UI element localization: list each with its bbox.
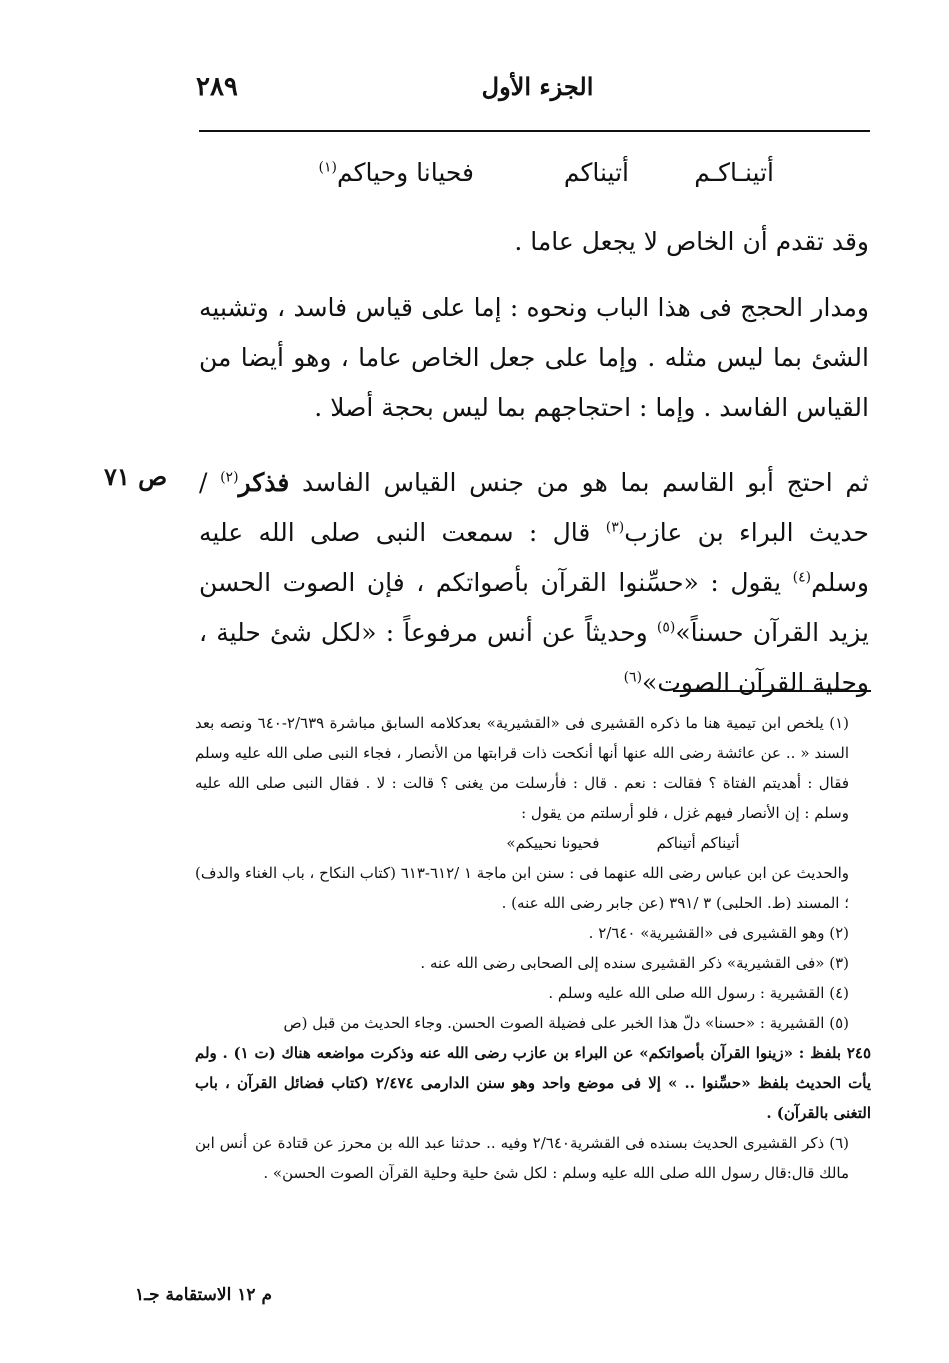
footnote-1b: والحديث عن ابن عباس رضى الله عنهما فى : سنن ابن ماجة ١ /٦١٢-٦١٣ (كتاب النكاح ، باب الغناء والدف) ؛ المسند (ط. الحلبى) ٣ /٣٩١ (عن جابر رضى الله عنه) . [195, 864, 849, 912]
footnote-6: (٦) ذكر القشيرى الحديث بسنده فى القشرية٢/٦٤٠ وفيه .. حدثنا عبد الله بن محرز عن قتادة عن أنس ابن مالك قال:قال رسول الله صلى الله عليه وسلم : لكل شئ حلية وحلية القرآن الصوت الحسن» . [195, 1134, 849, 1182]
footnote-marker-3: (٣) [605, 519, 625, 536]
footnote-5a: (٥) القشيرية : «حسنا» دلّ هذا الخبر على فضيلة الصوت الحسن. وجاء الحديث من قبل (ص [283, 1014, 849, 1032]
footnotes [195, 708, 871, 1188]
footnote-1-verse-2: فحيونا نحييكم» [506, 834, 600, 852]
poetry-verse [214, 158, 774, 200]
footnote-marker-2: (٢) [220, 469, 239, 486]
printer-signature: م ١٢ الاستقامة جـ١ [135, 1285, 272, 1305]
body-line-1: وقد تقدم أن الخاص لا يجعل عاما . [514, 227, 869, 256]
p3-part-1: ثم احتج أبو القاسم بما هو من جنس القياس الفاسد [289, 468, 869, 497]
running-title: الجزء الأول [481, 72, 594, 101]
footnote-1-verse-1: أتيناكم أتيناكم [656, 834, 740, 852]
footnote-5b: ٢٤٥ بلفظ : «زينوا القرآن بأصواتكم» عن البراء بن عازب رضى الله عنه وذكرت مواضعه هناك (ت ١) . ولم يأت الحديث بلفظ «حسِّنوا .. » إلا فى موضع واحد وهو سنن الدارمى ٢/٤٧٤ (كتاب فضائل القرآن ، باب التغنى بالقرآن) . [195, 1044, 872, 1122]
p3-bold-word: فذكر [238, 468, 290, 497]
p3-part-2: /حديث البراء بن عازب [199, 468, 870, 547]
page-number: ٢٨٩ [196, 72, 238, 102]
body-paragraph-2 [199, 283, 869, 433]
footnote-4: (٤) القشيرية : رسول الله صلى الله عليه وسلم . [548, 984, 849, 1002]
footnote-1-verse [195, 828, 871, 858]
footnote-1a: (١) يلخص ابن تيمية هنا ما ذكره القشيرى فى «القشيرية» بعدكلامه السابق مباشرة ٢/٦٣٩-٦٤٠ ونصه بعد السند « .. عن عائشة رضى الله عنها أنها أنكحت ذات قرابتها من الأنصار ، فجاء النبى صلى الله عليه وسلم فقال : أهديتم الفتاة ؟ فقالت : نعم . قال : فأرسلت من يغنى ؟ قالت : لا . فقال النبى صلى الله عليه وسلم : إن الأنصار فيهم غزل ، فلو أرسلتم من يقول : [195, 714, 849, 822]
p3-part-4: يقول : «حسِّنوا القرآن بأصواتكم ، فإن الصوت الحسن يزيد القرآن حسناً» [199, 568, 869, 647]
margin-page-reference: ص ٧١ [104, 462, 168, 491]
footnote-marker-1: (١) [318, 159, 337, 176]
footnote-marker-5: (٥) [656, 619, 676, 636]
paragraph-3-text [199, 458, 869, 708]
header-rule [199, 130, 870, 132]
p3-part-3: قال : سمعت النبى صلى الله عليه وسلم [199, 518, 869, 597]
verse-hemistich-1: أتينـاكـم [694, 158, 774, 187]
body-paragraph-3 [199, 458, 869, 708]
footnote-marker-4: (٤) [792, 569, 812, 586]
verse-hemistich-3 [319, 158, 474, 187]
footnote-2: (٢) وهو القشيرى فى «القشيرية» ٢/٦٤٠ . [588, 924, 849, 942]
page-header [196, 72, 859, 112]
paragraph-2-text: ومدار الحجج فى هذا الباب ونحوه : إما على قياس فاسد ، وتشبيه الشئ بما ليس مثله . وإما على جعل الخاص عاما ، وهو أيضا من القياس الفاسد . وإما : احتجاجهم بما ليس بحجة أصلا . [199, 293, 869, 422]
footnote-3: (٣) «فى القشيرية» ذكر القشيرى سنده إلى الصحابى رضى الله عنه . [420, 954, 849, 972]
p3-part-5: وحديثاً عن أنس مرفوعاً : «لكل شئ حلية ، وحلية القرآن الصوت» [199, 618, 869, 697]
footnote-marker-6: (٦) [623, 669, 643, 686]
verse-hemistich-2: أتيناكم [563, 158, 629, 187]
footnote-rule [673, 690, 871, 692]
verse-hemistich-3-text: فحيانا وحياكم [337, 158, 474, 187]
